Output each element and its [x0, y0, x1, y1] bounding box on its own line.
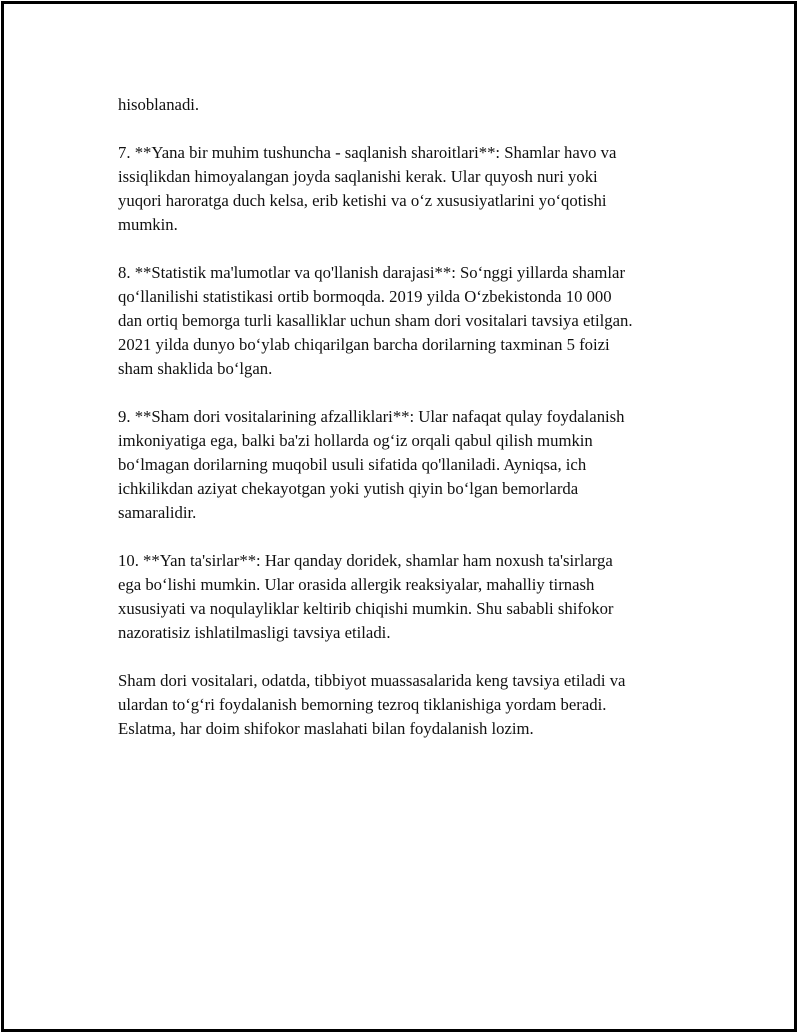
text-line: 2021 yilda dunyo bo‘ylab chiqarilgan barcha dorilarning taxminan 5 foizi: [118, 335, 610, 354]
text-line: 8. **Statistik ma'lumotlar va qo'llanish darajasi**: So‘nggi yillarda shamlar: [118, 263, 626, 282]
text-line: mumkin.: [118, 215, 178, 234]
text-line: 10. **Yan ta'sirlar**: Har qanday doridek, shamlar ham noxush ta'sirlarga: [118, 551, 613, 570]
text-line: yuqori haroratga duch kelsa, erib ketishi va o‘z xususiyatlarini yo‘qotishi: [118, 191, 607, 210]
paragraph-item-10: [118, 549, 693, 645]
text-line: dan ortiq bemorga turli kasalliklar uchun sham dori vositalari tavsiya etilgan.: [118, 311, 633, 330]
text-line: Eslatma, har doim shifokor maslahati bilan foydalanish lozim.: [118, 719, 534, 738]
document-page: [1, 1, 797, 1032]
text-line: samaralidir.: [118, 503, 197, 522]
text-line: ulardan to‘g‘ri foydalanish bemorning tezroq tiklanishiga yordam beradi.: [118, 695, 607, 714]
document-body: [118, 93, 693, 765]
text-line: ega bo‘lishi mumkin. Ular orasida allergik reaksiyalar, mahalliy tirnash: [118, 575, 595, 594]
paragraph-continuation: [118, 93, 693, 117]
text-line: ichkilikdan aziyat chekayotgan yoki yutish qiyin bo‘lgan bemorlarda: [118, 479, 579, 498]
text-line: hisoblanadi.: [118, 95, 200, 114]
text-line: xususiyati va noqulayliklar keltirib chiqishi mumkin. Shu sababli shifokor: [118, 599, 614, 618]
paragraph-item-7: [118, 141, 693, 237]
text-line: 9. **Sham dori vositalarining afzalliklari**: Ular nafaqat qulay foydalanish: [118, 407, 625, 426]
text-line: issiqlikdan himoyalangan joyda saqlanishi kerak. Ular quyosh nuri yoki: [118, 167, 598, 186]
text-line: Sham dori vositalari, odatda, tibbiyot muassasalarida keng tavsiya etiladi va: [118, 671, 626, 690]
text-line: nazoratisiz ishlatilmasligi tavsiya etiladi.: [118, 623, 391, 642]
text-line: bo‘lmagan dorilarning muqobil usuli sifatida qo'llaniladi. Ayniqsa, ich: [118, 455, 587, 474]
paragraph-item-8: [118, 261, 693, 381]
text-line: qo‘llanilishi statistikasi ortib bormoqda. 2019 yilda O‘zbekistonda 10 000: [118, 287, 612, 306]
text-line: sham shaklida bo‘lgan.: [118, 359, 273, 378]
paragraph-conclusion: [118, 669, 693, 741]
text-line: 7. **Yana bir muhim tushuncha - saqlanish sharoitlari**: Shamlar havo va: [118, 143, 617, 162]
paragraph-item-9: [118, 405, 693, 525]
text-line: imkoniyatiga ega, balki ba'zi hollarda og‘iz orqali qabul qilish mumkin: [118, 431, 593, 450]
